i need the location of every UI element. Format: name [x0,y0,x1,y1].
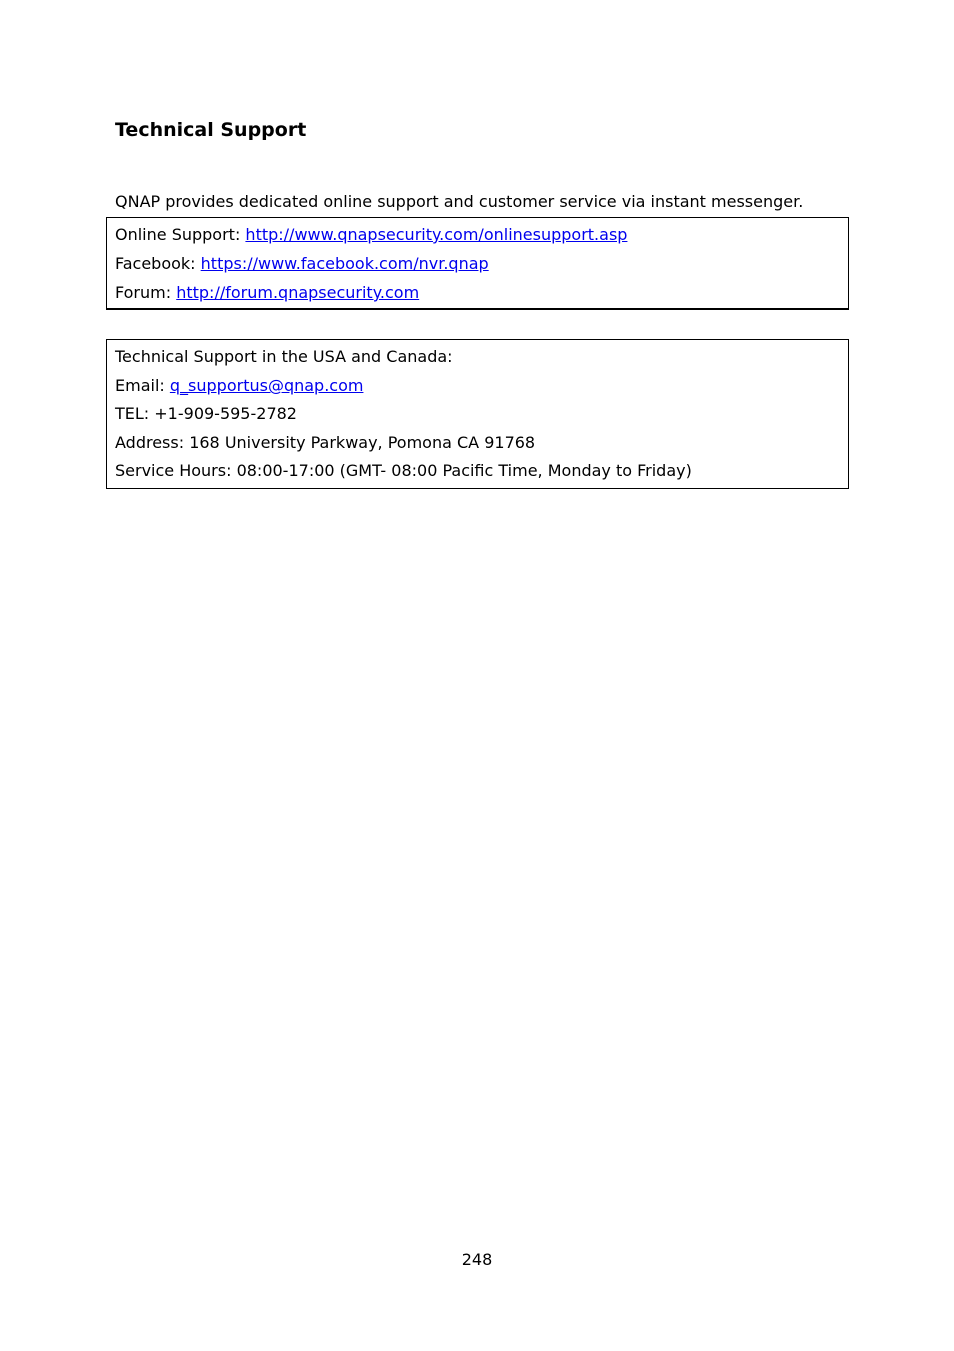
usa-support-heading: Technical Support in the USA and Canada: [115,347,453,366]
online-support-link[interactable]: http://www.qnapsecurity.com/onlinesupport.asp [245,225,628,244]
email-line [115,375,363,397]
email-link[interactable]: q_supportus@qnap.com [169,376,364,395]
intro-paragraph: QNAP provides dedicated online support and customer service via instant messenger. [115,192,804,211]
page-number: 248 [461,1250,493,1269]
facebook-line [115,253,489,275]
facebook-label: Facebook: [115,254,201,273]
online-support-label: Online Support: [115,225,246,244]
service-hours-line: Service Hours: 08:00-17:00 (GMT- 08:00 Pacific Time, Monday to Friday) [115,461,692,480]
forum-link[interactable]: http://forum.qnapsecurity.com [176,283,420,302]
email-label: Email: [115,376,170,395]
online-support-box [106,217,849,310]
forum-label: Forum: [115,283,177,302]
address-line: Address: 168 University Parkway, Pomona CA 91768 [115,433,536,452]
online-support-line [115,224,627,246]
forum-line [115,282,419,304]
facebook-link[interactable]: https://www.facebook.com/nvr.qnap [200,254,489,273]
usa-support-box [106,339,849,489]
page-title: Technical Support [115,119,307,141]
tel-line: TEL: +1-909-595-2782 [115,404,297,423]
